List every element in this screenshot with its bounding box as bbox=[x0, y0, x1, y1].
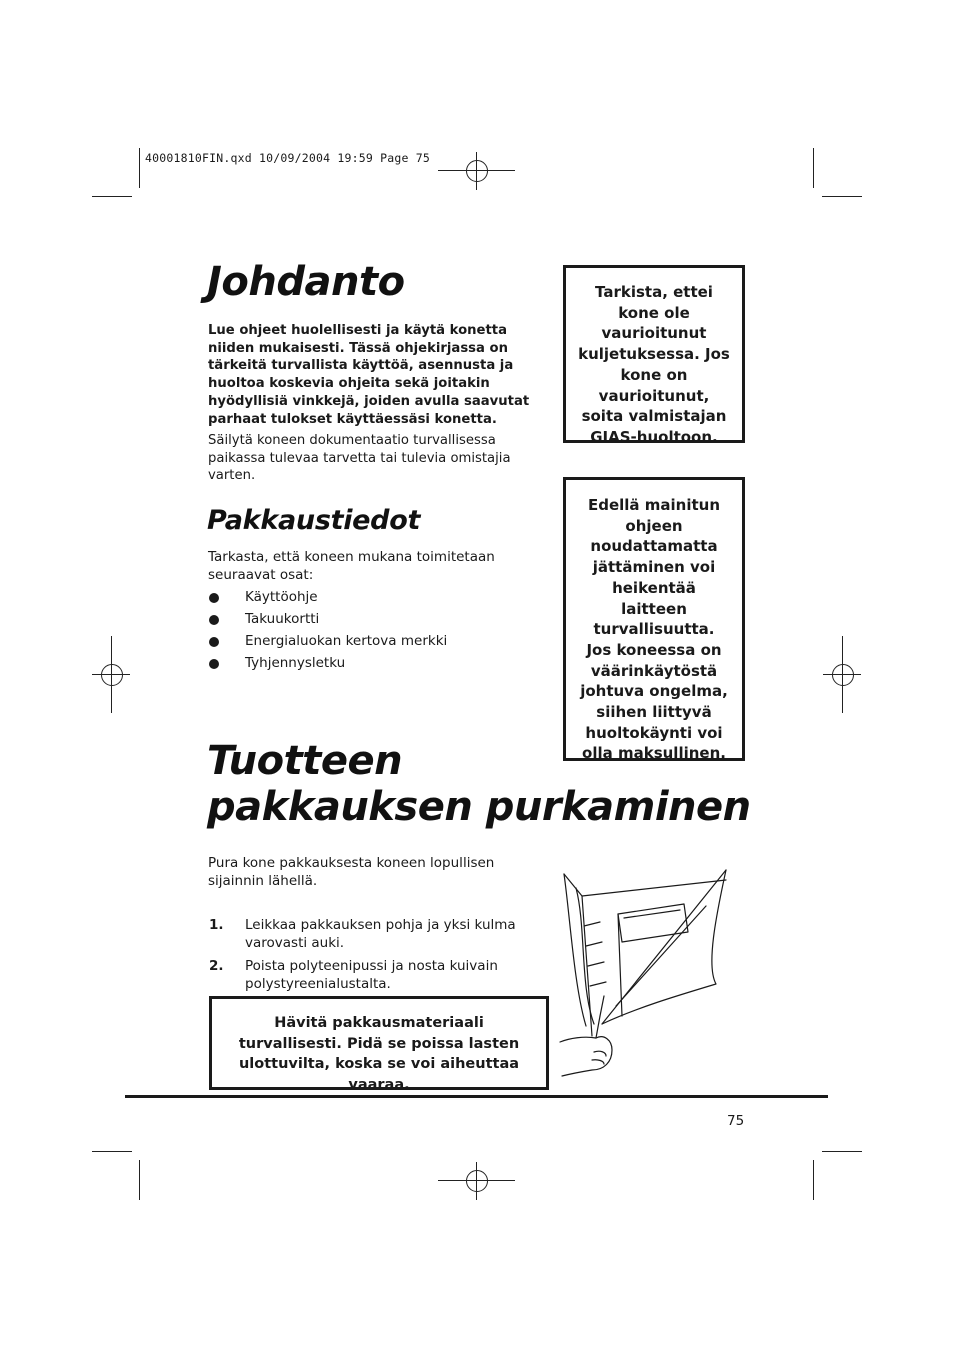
unpacking-title-line1: Tuotteen bbox=[207, 738, 403, 784]
page-number: 75 bbox=[727, 1113, 745, 1129]
unpacking-title bbox=[207, 738, 751, 830]
list-item bbox=[209, 917, 539, 952]
list-item bbox=[209, 655, 529, 677]
damage-notice-text: Tarkista, ettei kone ole vaurioitunut kuljetuksessa. Jos kone on vaurioitunut, soita valmistajan GIAS-huoltoon. bbox=[578, 283, 730, 446]
warning-notice-box bbox=[563, 477, 745, 761]
bullet-icon bbox=[209, 637, 219, 647]
list-item bbox=[209, 611, 529, 633]
packaging-lead: Tarkasta, että koneen mukana toimitetaan seuraavat osat: bbox=[208, 549, 495, 583]
print-slug: 40001810FIN.qxd 10/09/2004 19:59 Page 75 bbox=[145, 151, 430, 165]
intro-title: Johdanto bbox=[207, 259, 405, 305]
list-item-label: Tyhjennysletku bbox=[245, 655, 346, 671]
disposal-notice-box bbox=[209, 996, 549, 1094]
bullet-icon bbox=[209, 593, 219, 603]
disposal-notice-text: Hävitä pakkausmateriaali turvallisesti. Pidä se poissa lasten ulottuvilta, koska se voi aiheuttaa vaaraa. bbox=[238, 1015, 520, 1094]
unpacking-steps bbox=[209, 917, 539, 999]
step-text: Leikkaa pakkauksen pohja ja yksi kulma varovasti auki. bbox=[245, 917, 516, 951]
unpacking-lead: Pura kone pakkauksesta koneen lopullisen sijainnin lähellä. bbox=[208, 855, 495, 889]
list-item bbox=[209, 958, 539, 993]
packaging-list bbox=[209, 589, 529, 677]
bullet-icon bbox=[209, 615, 219, 625]
list-item-label: Takuukortti bbox=[245, 611, 320, 627]
step-number: 1. bbox=[209, 917, 224, 933]
list-item-label: Käyttöohje bbox=[245, 589, 318, 605]
intro-bold-paragraph: Lue ohjeet huolellisesti ja käytä konetta niiden mukaisesti. Tässä ohjekirjassa on tärkeitä turvallista käyttöä, asennusta ja huoltoa koskevia ohjeita sekä joitakin hyödyllisiä vinkkejä, joiden avulla saavutat parhaat tulokset käyttäessäsi konetta. bbox=[208, 323, 530, 427]
packaging-title: Pakkaustiedot bbox=[207, 505, 421, 536]
list-item bbox=[209, 589, 529, 611]
step-text: Poista polyteenipussi ja nosta kuivain polystyreenialustalta. bbox=[245, 958, 498, 992]
unpacking-illustration bbox=[556, 866, 746, 1082]
warning-notice-text: Edellä mainitun ohjeen noudattamatta jättäminen voi heikentää laitteen turvallisuutta. Jos koneessa on väärinkäytöstä johtuva ongelma, siihen liittyvä huoltokäynti voi olla maksullinen. bbox=[580, 496, 728, 763]
intro-paragraph: Säilytä koneen dokumentaatio turvallisessa paikassa tulevaa tarvetta tai tulevia omistajia varten. bbox=[208, 433, 511, 483]
step-number: 2. bbox=[209, 958, 224, 974]
footer-rule bbox=[125, 1095, 828, 1098]
list-item bbox=[209, 633, 529, 655]
bullet-icon bbox=[209, 659, 219, 669]
unpacking-title-line2: pakkauksen purkaminen bbox=[207, 784, 751, 830]
list-item-label: Energialuokan kertova merkki bbox=[245, 633, 448, 649]
damage-notice-box bbox=[563, 265, 745, 446]
